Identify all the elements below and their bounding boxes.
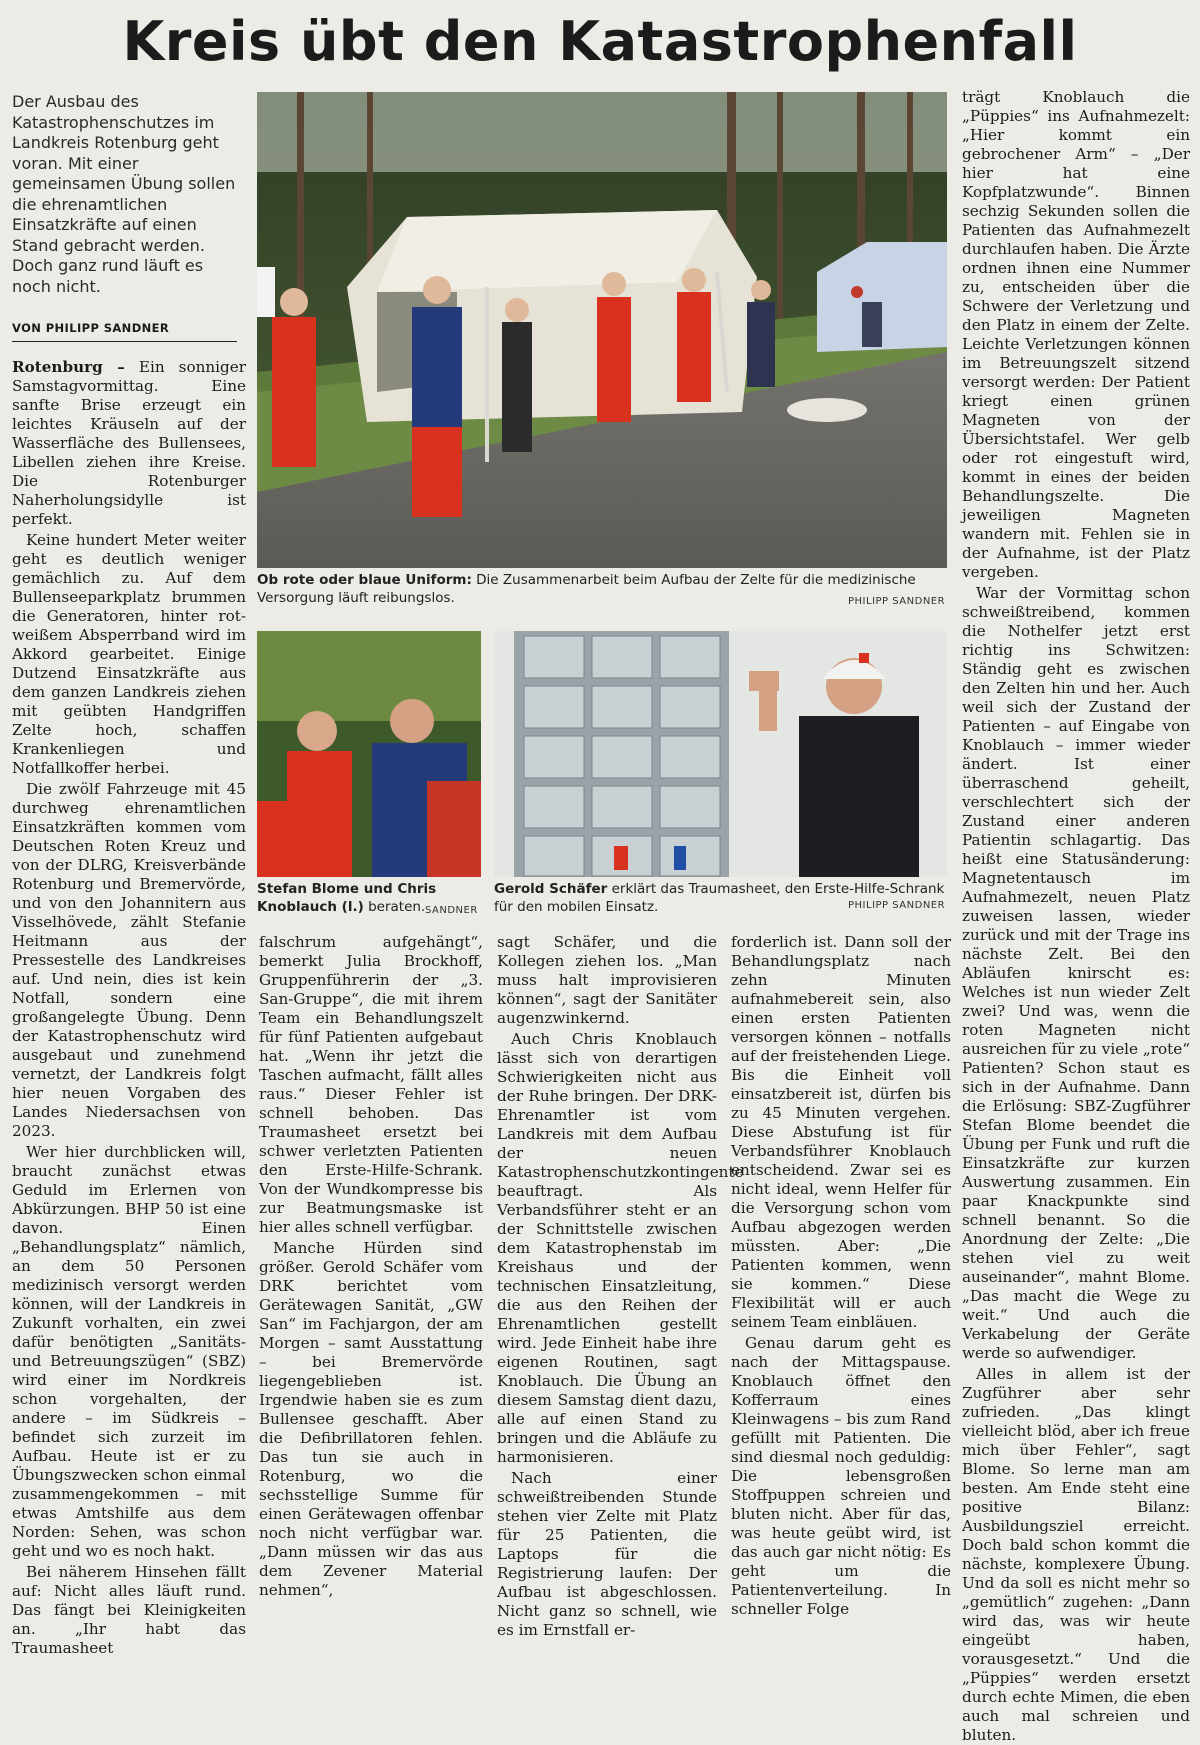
paragraph: sagt Schäfer, und die Kollegen ziehen los. „Man muss halt improvisieren können“, sagt der Sanitäter augenzwinkernd. [497, 933, 717, 1027]
article-column-3 [497, 933, 744, 1639]
paragraph: Wer hier durchblicken will, braucht zunächst etwas Geduld im Erlernen von Abkürzungen. BHP 50 ist eine davon. Einen „Behandlungsplatz“ nämlich, an dem 50 Personen medizinisch versorgt werden können, will der Landkreis in Zukunft vorhalten, ein zwei dafür benötigten „Sanitäts- und Betreuungszügen“ (SBZ) wird einer im Nordkreis schon vorgehalten, der andere – im Südkreis – befindet sich zurzeit im Aufbau. Heute ist er zu Übungszwecken schon einmal zusammengekommen – mit etwas Amtshilfe aus dem Norden: Sehen, was schon geht und wo es noch hakt. [12, 1143, 246, 1560]
teaser: Der Ausbau des Katastrophenschutzes im Landkreis Rotenburg geht voran. Mit einer gemeinsamen Übung sollen die ehrenamtlichen Einsatzkräfte auf einen Stand gebracht werden. Doch ganz rund läuft es noch nicht. [12, 92, 236, 296]
paragraph: Manche Hürden sind größer. Gerold Schäfer vom DRK berichtet vom Gerätewagen Sanität, „GW San“ im Fachjargon, der am Morgen – samt Ausstattung – bei Bremervörde liegengeblieben ist. Irgendwie haben sie es zum Bullensee geschafft. Aber die Defibrillatoren fehlen. Das tun sie auch in Rotenburg, wo die sechsstellige Summe für einen Gerätewagen offenbar noch nicht verfügbar war. „Dann müssen wir das aus dem Zevener Material nehmen“, [259, 1239, 483, 1599]
traumasheet-image [494, 631, 947, 877]
byline: VON PHILIPP SANDNER [12, 321, 237, 342]
article-column-4 [731, 933, 951, 1618]
photo-schaefer-traumasheet [494, 631, 947, 877]
caption-bold: Stefan Blome und Chris Knoblauch (l.) [257, 881, 437, 915]
paragraph: Keine hundert Meter weiter geht es deutlich weniger gemächlich zu. Auf dem Bullenseeparkplatz brummen die Generatoren, hinter rot-weißem Absperrband wird im Akkord gearbeitet. Einige Dutzend Einsatzkräfte aus dem ganzen Landkreis ziehen mit geübten Handgriffen Zelte hoch, schaffen Krankenliegen und Notfallkoffer herbei. [12, 531, 246, 777]
paragraph-text: Ein sonniger Samstagvormittag. Eine sanfte Brise erzeugt ein leichtes Kräuseln auf der Wasserfläche des Bullensees, Libellen ziehen ihre Kreise. Die Rotenburger Naherholungsidylle ist perfekt. [12, 358, 247, 528]
paragraph: Bei näherem Hinsehen fällt auf: Nicht alles läuft rund. Das fängt bei Kleinigkeiten an. „Ihr habt das Traumasheet [12, 1563, 246, 1657]
caption-bold: Gerold Schäfer [494, 881, 608, 897]
article-column-5 [962, 88, 1190, 1744]
dateline: Rotenburg – [12, 358, 125, 376]
caption-text: beraten. [363, 899, 426, 915]
paragraph: forderlich ist. Dann soll der Behandlungsplatz nach zehn Minuten aufnahmebereit sein, also einen ersten Patienten versorgen können – notfalls auf der freistehenden Liege. Bis die Einheit voll einsatzbereit ist, dürfen bis zu 45 Minuten vergehen. Diese Abstufung ist für Verbandsführer Knoblauch entscheidend. Zwar sei es nicht ideal, wenn Helfer für die Versorgung schon vom Aufbau abgezogen werden müssten. Aber: „Die Patienten kommen, wenn sie kommen.“ Diese Flexibilität will er auch seinem Team einbläuen. [731, 933, 951, 1331]
paragraph: trägt Knoblauch die „Püppies“ ins Aufnahmezelt: „Hier kommt ein gebrochener Arm“ – „Der hier hat eine Kopfplatzwunde“. Binnen sechzig Sekunden sollen die Patienten das Aufnahmezelt durchlaufen haben. Die Ärzte ordnen ihnen eine Nummer zu, entscheiden über die Schwere der Verletzung und den Platz in einem der Zelte. Leichte Verletzungen können im Betreuungszelt sitzend versorgt werden: Der Patient kriegt einen grünen Magneten von der Übersichtstafel. Wer gelb oder rot eingestuft wird, kommt in eines der beiden Behandlungszelte. Die jeweiligen Magneten wandern mit. Fehlen sie in der Aufnahme, ist der Platz vergeben. [962, 88, 1190, 581]
left-photo-credit: SANDNER [425, 905, 478, 916]
headline: Kreis übt den Katastrophenfall [122, 10, 1078, 73]
paragraph: Die zwölf Fahrzeuge mit 45 durchweg ehrenamtlichen Einsatzkräften kommen vom Deutschen Roten Kreuz und von der DLRG, Kreisverbände Rotenburg und Bremervörde, und von den Johannitern aus Visselhövede, zählt Stefanie Heitmann aus der Pressestelle des Landkreises auf. Und nein, dies ist kein Notfall, sondern eine großangelegte Übung. Denn der Katastrophenschutz wird ausgebaut und zunehmend vernetzt, der Landkreis folgt hier neuen Vorgaben des Landes Niedersachsen von 2023. [12, 780, 246, 1140]
main-photo-caption [257, 571, 947, 611]
main-photo-credit: PHILIPP SANDNER [848, 596, 946, 607]
photo-blome-knoblauch [257, 631, 481, 877]
paragraph: Genau darum geht es nach der Mittagspause. Knoblauch öffnet den Kofferraum eines Kleinwagens – bis zum Rand gefüllt mit Patienten. Die sind diesmal noch geduldig: Die lebensgroßen Stoffpuppen schreien und bluten nicht. Aber für das, was heute geübt wird, ist das auch gar nicht nötig: Es geht um die Patientenverteilung. In schneller Folge [731, 1334, 951, 1618]
caption-text: Die Zusammenarbeit beim Aufbau der Zelte für die medizinische Versorgung läuft reibungslos. [257, 572, 916, 606]
paragraph: falschrum aufgehängt“, bemerkt Julia Brockhoff, Gruppenführerin der „3. San-Gruppe“, die mit ihrem Team ein Behandlungszelt für fünf Patienten aufgebaut hat. „Wenn ihr jetzt die Taschen aufmacht, fällt alles raus.“ Dieser Fehler ist schnell behoben. Das Traumasheet ersetzt bei schwer verletzten Patienten den Erste-Hilfe-Schrank. Von der Wundkompresse bis zur Beatmungsmaske ist hier alles schnell verfügbar. [259, 933, 483, 1236]
paragraph: Nach einer schweißtreibenden Stunde stehen vier Zelte mit Platz für 25 Patienten, die Laptops für die Registrierung laufen: Der Aufbau ist abgeschlossen. Nicht ganz so schnell, wie es im Ernstfall er- [497, 1469, 717, 1639]
article-column-2 [259, 933, 483, 1599]
main-photo [257, 92, 947, 568]
caption-bold: Ob rote oder blaue Uniform: [257, 572, 472, 588]
caption-text: erklärt das Traumasheet, den Erste-Hilfe-Schrank für den mobilen Einsatz. [494, 881, 945, 915]
paragraph [12, 358, 246, 529]
paragraph: War der Vormittag schon schweißtreibend, kommen die Nothelfer jetzt erst richtig ins Schwitzen: Ständig geht es zwischen den Zelten hin und her. Auch weil sich der Zustand der Patienten – auf Eingabe von Knoblauch – immer wieder ändert. Ist einer überraschend geheilt, verschlechtert sich der Zustand einer anderen Patientin schlagartig. Das heißt eine Statusänderung: Magnetentausch im Aufnahmezelt, neuen Platz zuweisen lassen, wieder zurück und mit der Trage ins nächste Zelt. Bei den Abläufen knirscht es: Welches ist nun wieder Zelt zwei? Und was, wenn die roten Magneten nicht ausreichen für zu viele „rote“ Patienten? Schon staut es sich in der Aufnahme. Dann die Erlösung: SBZ-Zugführer Stefan Blome beendet die Übung per Funk und ruft die Einsatzkräfte zur kurzen Auswertung zusammen. Ein paar Knackpunkte sind schnell benannt. So die Anordnung der Zelte: „Die stehen viel zu weit auseinander“, mahnt Blome. „Das macht die Wege zu weit.“ Und auch die Verkabelung der Geräte werde so aufwendiger. [962, 584, 1190, 1362]
two-men-image [257, 631, 481, 877]
paragraph: Alles in allem ist der Zugführer aber sehr zufrieden. „Das klingt vielleicht blöd, aber ich freue mich über Fehler“, sagt Blome. So lerne man am besten. Am Ende steht eine positive Bilanz: Ausbildungsziel erreicht. Doch bald schon kommt die nächste, komplexere Übung. Und da soll es nicht mehr so „gemütlich“ zugehen: „Dann wird das, was wir heute eingeübt haben, vorausgesetzt.“ Und die „Püppies“ werden ersetzt durch echte Mimen, die eben auch mal schreien und bluten. [962, 1365, 1190, 1744]
right-photo-credit: PHILIPP SANDNER [848, 900, 946, 911]
paragraph: Auch Chris Knoblauch lässt sich von derartigen Schwierigkeiten nicht aus der Ruhe bringen. Der DRK-Ehrenamtler ist vom Landkreis mit dem Aufbau der neuen Katastrophenschutzkontingente beauftragt. Als Verbandsführer steht er an der Schnittstelle zwischen dem Katastrophenstab im Kreishaus und der technischen Einsatzleitung, die aus den Reihen der Ehrenamtlichen gestellt wird. Jede Einheit habe ihre eigenen Routinen, sagt Knoblauch. Die Übung an diesem Samstag dient dazu, alle auf einen Stand zu bringen und die Abläufe zu harmonisieren. [497, 1030, 744, 1466]
bleedthrough-left: ﾠ [0, 5, 51, 65]
tent-scene-image [257, 92, 947, 568]
article-column-1 [12, 358, 247, 1657]
